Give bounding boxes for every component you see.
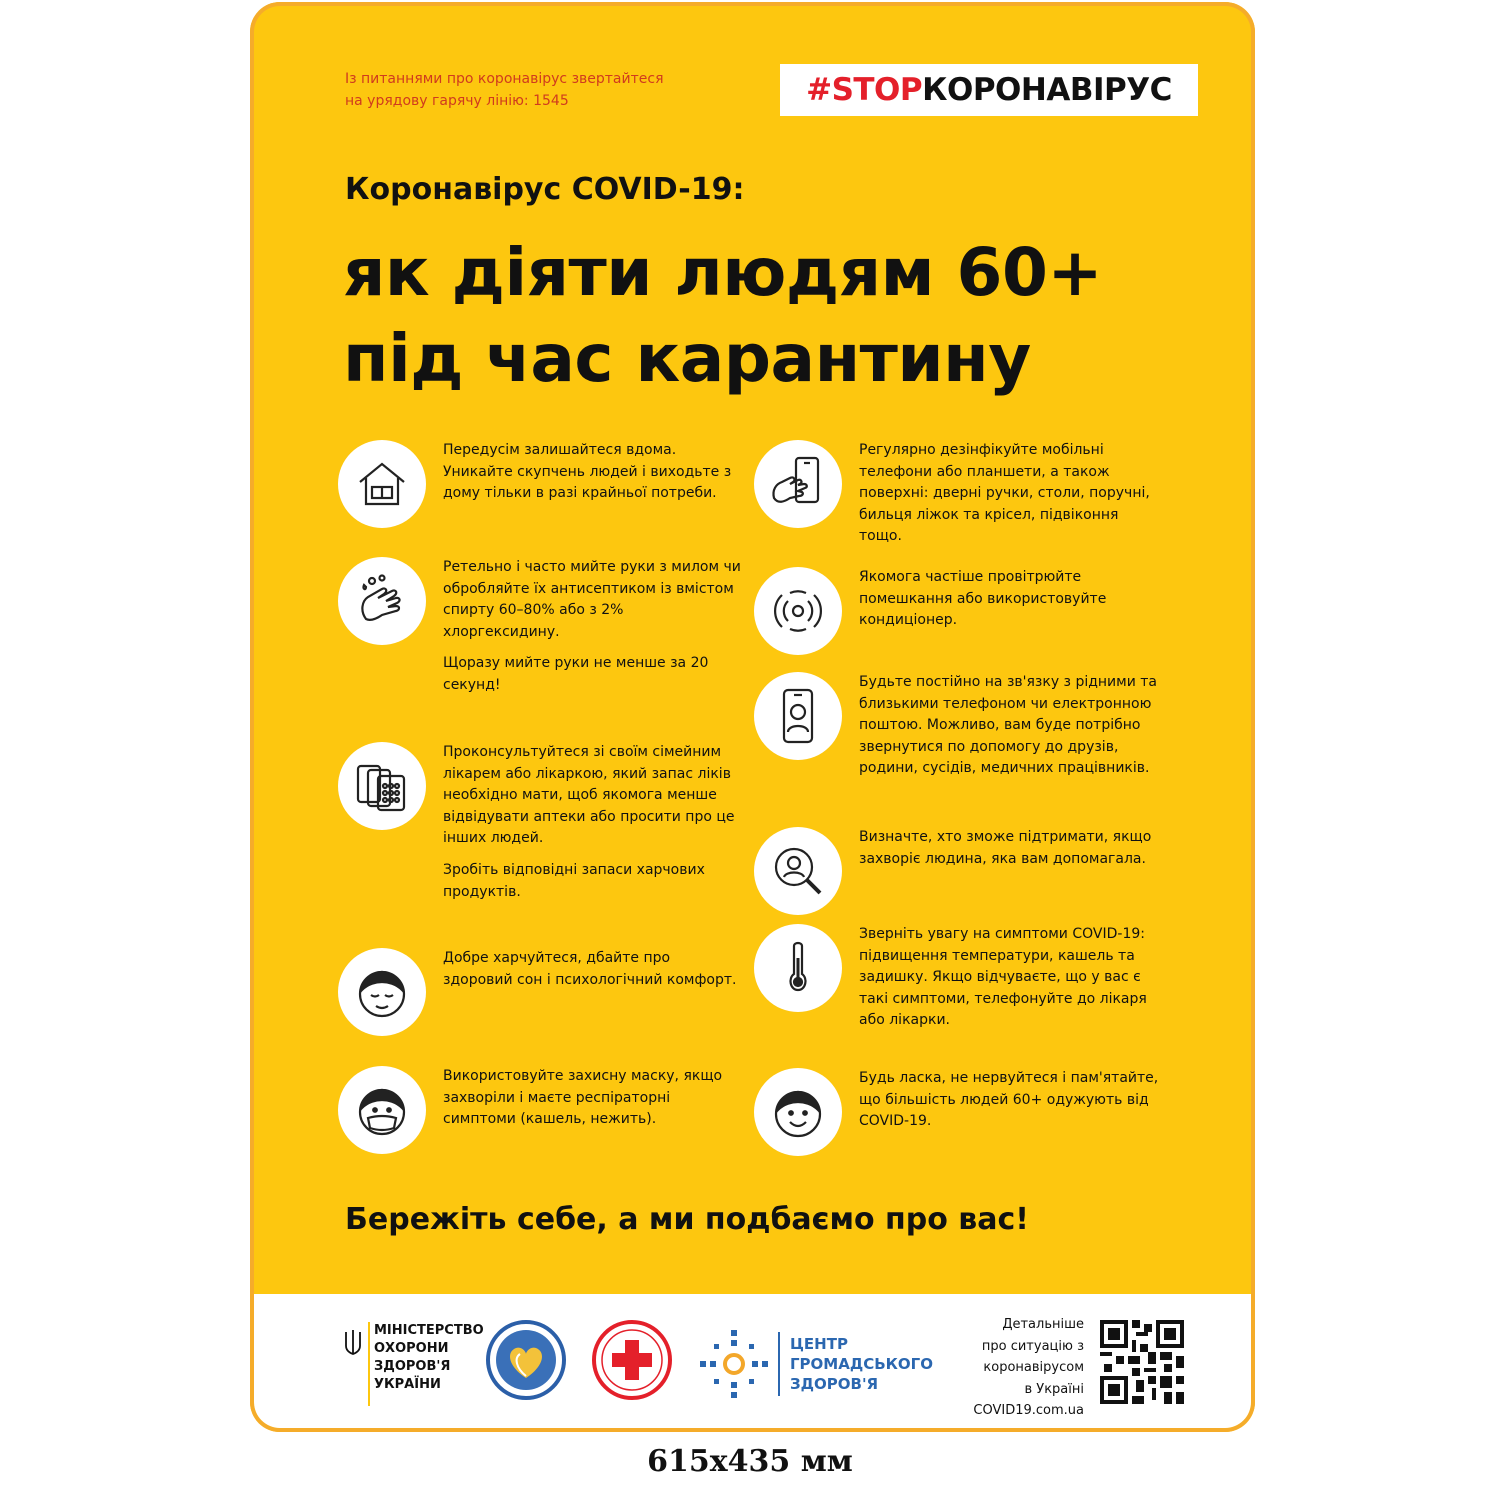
- hotline-line-1: Із питаннями про коронавірус звертайтеся: [345, 71, 664, 87]
- badge-prefix: #STOP: [806, 72, 923, 108]
- search-person-icon: [754, 827, 842, 915]
- tip-paragraph: Будьте постійно на зв'язку з рідними та близькими телефоном чи електронною поштою. Можливо, вам буде потрібно звернутися по допомогу до друзів, родини, сусідів, медичних працівників.: [859, 674, 1157, 777]
- hotline-notice: [345, 68, 765, 112]
- heart-emblem-logo: [486, 1320, 566, 1400]
- handwash-icon: [338, 557, 426, 645]
- tip-paragraph: Зверніть увагу на симптоми COVID-19: підвищення температури, кашель та задишку. Якщо відчуваєте, що у вас є такі симптоми, телефонуйте до лікаря або лікарки.: [859, 926, 1147, 1029]
- qr-code-icon[interactable]: [1100, 1320, 1184, 1404]
- medicine-icon: [338, 742, 426, 830]
- tip-paragraph: Регулярно дезінфікуйте мобільні телефони або планшети, а також поверхні: дверні ручки, столи, поручні, бильця ліжок та крісел, підвіконня тощо.: [859, 442, 1150, 545]
- hotline-line-2: на урядову гарячу лінію: 1545: [345, 93, 569, 109]
- tip-paragraph: Визначте, хто зможе підтримати, якщо захворіє людина, яка вам допомагала.: [859, 829, 1152, 867]
- moz-logo: [344, 1322, 484, 1402]
- subtitle: Коронавірус COVID-19:: [345, 172, 745, 207]
- more-info-link[interactable]: COVID19.com.ua: [973, 1403, 1084, 1418]
- cph-divider: [778, 1332, 780, 1396]
- cph-name: [790, 1334, 933, 1394]
- tip-text: [859, 440, 1159, 558]
- tip-paragraph: Проконсультуйтеся зі своїм сімейним лікарем або лікаркою, який запас ліків необхідно мати, щоб якомога менше відвідувати аптеки або просити про це інших людей.: [443, 744, 735, 847]
- tip-paragraph: Якомога частіше провітрюйте помешкання або використовуйте кондиціонер.: [859, 569, 1107, 629]
- size-label: 615x435 мм: [647, 1444, 853, 1479]
- tip-text: [859, 827, 1159, 880]
- more-info-text: [954, 1314, 1084, 1422]
- more-info-line: коронавірусом: [983, 1360, 1084, 1375]
- tip-paragraph: Щоразу мийте руки не менше за 20 секунд!: [443, 655, 709, 693]
- moz-divider: [368, 1322, 370, 1406]
- smiling-face-icon: [754, 1068, 842, 1156]
- closing-message: Бережіть себе, а ми подбаємо про вас!: [345, 1202, 1029, 1237]
- page-title: [343, 230, 1102, 402]
- title-line-2: під час карантину: [343, 320, 1031, 397]
- tip-text: [859, 672, 1159, 790]
- footer-logos: [254, 1294, 1251, 1428]
- tip-text: [859, 924, 1159, 1042]
- cph-line: ЦЕНТР: [790, 1335, 848, 1353]
- sleeping-face-icon: [338, 948, 426, 1036]
- house-icon: [338, 440, 426, 528]
- tip-paragraph: Передусім залишайтеся вдома. Уникайте скупчень людей і виходьте з дому тільки в разі крайньої потреби.: [443, 442, 732, 502]
- tip-paragraph: Будь ласка, не нервуйтеся і пам'ятайте, що більшість людей 60+ одужують від COVID-19.: [859, 1070, 1159, 1130]
- poster: [250, 2, 1255, 1432]
- phone-disinfect-icon: [754, 440, 842, 528]
- tip-text: [859, 1068, 1159, 1143]
- moz-line: ЗДОРОВ'Я: [374, 1359, 451, 1374]
- tip-text: [443, 948, 743, 1001]
- tip-text: [443, 440, 743, 515]
- moz-line: ОХОРОНИ: [374, 1341, 449, 1356]
- tip-paragraph: Ретельно і часто мийте руки з милом чи обробляйте їх антисептиком із вмістом спирту 60–80% або з 2% хлоргексидину.: [443, 559, 741, 640]
- thermometer-icon: [754, 924, 842, 1012]
- tip-paragraph: Добре харчуйтеся, дбайте про здоровий сон і психологічний комфорт.: [443, 950, 737, 988]
- tip-paragraph: Зробіть відповідні запаси харчових продуктів.: [443, 861, 705, 900]
- public-health-center-logo: [694, 1324, 933, 1404]
- stop-coronavirus-badge: [780, 64, 1198, 116]
- cph-line: ЗДОРОВ'Я: [790, 1375, 879, 1393]
- tip-text: [443, 742, 743, 913]
- tip-paragraph: Використовуйте захисну маску, якщо захворіли і маєте респіраторні симптоми (кашель, нежить).: [443, 1068, 723, 1128]
- cph-emblem-icon: [694, 1324, 774, 1404]
- tip-text: [443, 1066, 743, 1141]
- red-cross-logo: [592, 1320, 672, 1400]
- trident-icon: [344, 1328, 362, 1358]
- title-line-1: як діяти людям 60+: [343, 234, 1103, 311]
- moz-name: [374, 1322, 484, 1394]
- moz-line: МІНІСТЕРСТВО: [374, 1323, 484, 1338]
- badge-word: КОРОНАВІРУС: [922, 72, 1172, 108]
- masked-face-icon: [338, 1066, 426, 1154]
- tip-text: [443, 557, 743, 707]
- air-vent-icon: [754, 567, 842, 655]
- more-info-line: в Україні: [1024, 1381, 1084, 1397]
- tip-text: [859, 567, 1159, 642]
- cph-line: ГРОМАДСЬКОГО: [790, 1355, 933, 1373]
- more-info-line: Детальніше: [1002, 1317, 1084, 1332]
- video-call-icon: [754, 672, 842, 760]
- moz-line: УКРАЇНИ: [374, 1377, 441, 1392]
- more-info-line: про ситуацію з: [981, 1338, 1084, 1354]
